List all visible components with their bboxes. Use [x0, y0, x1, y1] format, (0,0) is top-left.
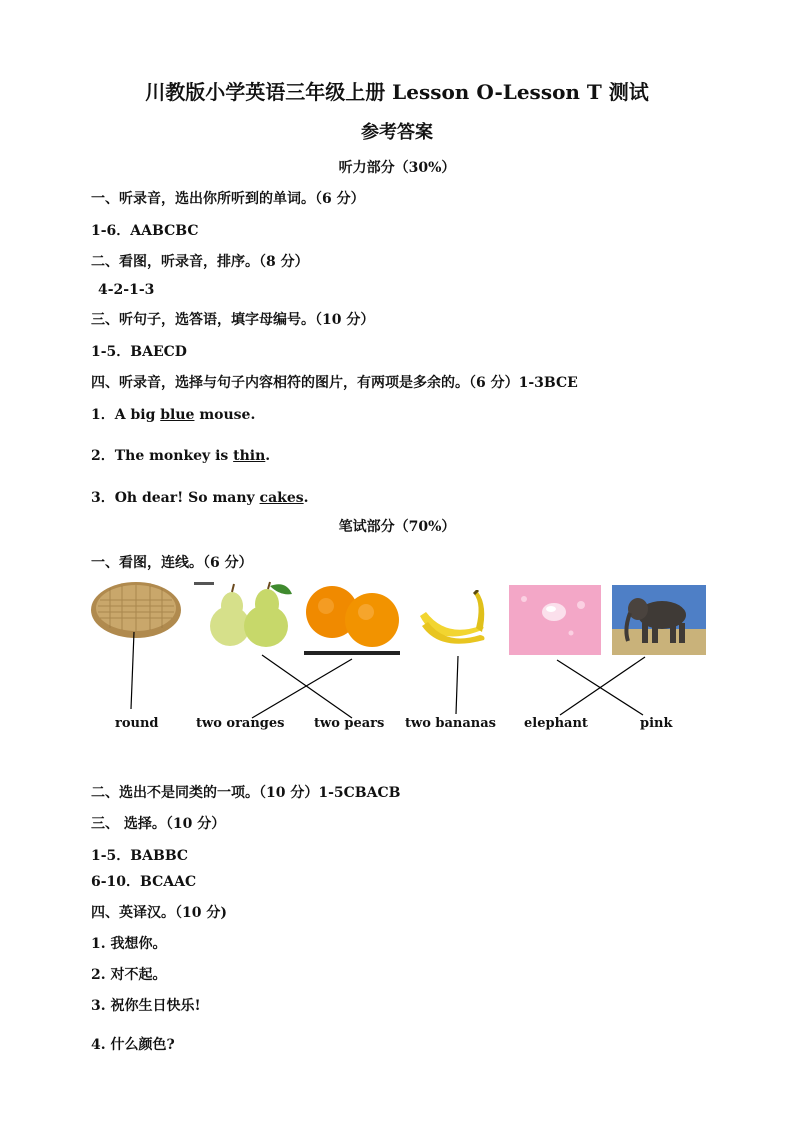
listening-heading: 听力部分（30%） — [338, 160, 456, 176]
listening-q3-answer: 1-5．BAECD — [91, 344, 187, 360]
writing-q1-heading: 一、看图，连线。（6 分） — [91, 555, 253, 571]
writing-q4-answer-2: 2. 对不起。 — [91, 967, 167, 983]
label-round: round — [115, 716, 159, 731]
label-two-bananas: two bananas — [405, 716, 496, 731]
answer-word: cakes — [259, 490, 304, 506]
writing-q3-answer-2: 6-10．BCAAC — [91, 874, 197, 890]
listening-q1-answer: 1-6．AABCBC — [91, 223, 199, 239]
listening-q4-item-1: 1．A big blue mouse. — [91, 407, 256, 423]
document-title: 川教版小学英语三年级上册 Lesson O-Lesson T 测试 — [145, 80, 649, 104]
document-subtitle: 参考答案 — [361, 122, 433, 143]
listening-q2-answer: 4-2-1-3 — [98, 282, 155, 298]
writing-q4-answer-1: 1. 我想你。 — [91, 936, 167, 952]
listening-q4-item-3: 3．Oh dear! So many cakes. — [91, 490, 309, 506]
writing-heading: 笔试部分（70%） — [338, 519, 456, 535]
writing-q4-answer-4: 4. 什么颜色? — [91, 1037, 175, 1053]
listening-q2-heading: 二、看图，听录音，排序。（8 分） — [91, 254, 309, 270]
listening-q3-heading: 三、听句子，选答语，填字母编号。（10 分） — [91, 312, 375, 328]
label-two-pears: two pears — [314, 716, 385, 731]
listening-q1-heading: 一、听录音，选出你所听到的单词。（6 分） — [91, 191, 365, 207]
label-pink: pink — [640, 716, 673, 731]
writing-q3-heading: 三、 选择。（10 分） — [91, 816, 226, 832]
label-elephant: elephant — [524, 716, 588, 731]
writing-q3-answer-1: 1-5．BABBC — [91, 848, 189, 864]
listening-q4-item-2: 2．The monkey is thin. — [91, 448, 271, 464]
listening-q4-heading: 四、听录音，选择与句子内容相符的图片，有两项是多余的。（6 分）1-3BCE — [91, 375, 578, 391]
answer-word: thin — [233, 448, 266, 464]
label-two-oranges: two oranges — [196, 716, 285, 731]
writing-q4-answer-3: 3. 祝你生日快乐! — [91, 998, 201, 1014]
answer-word: blue — [160, 407, 195, 423]
writing-q4-heading: 四、英译汉。（10 分) — [91, 905, 227, 921]
writing-q2-heading: 二、选出不是同类的一项。（10 分）1-5CBACB — [91, 785, 401, 801]
